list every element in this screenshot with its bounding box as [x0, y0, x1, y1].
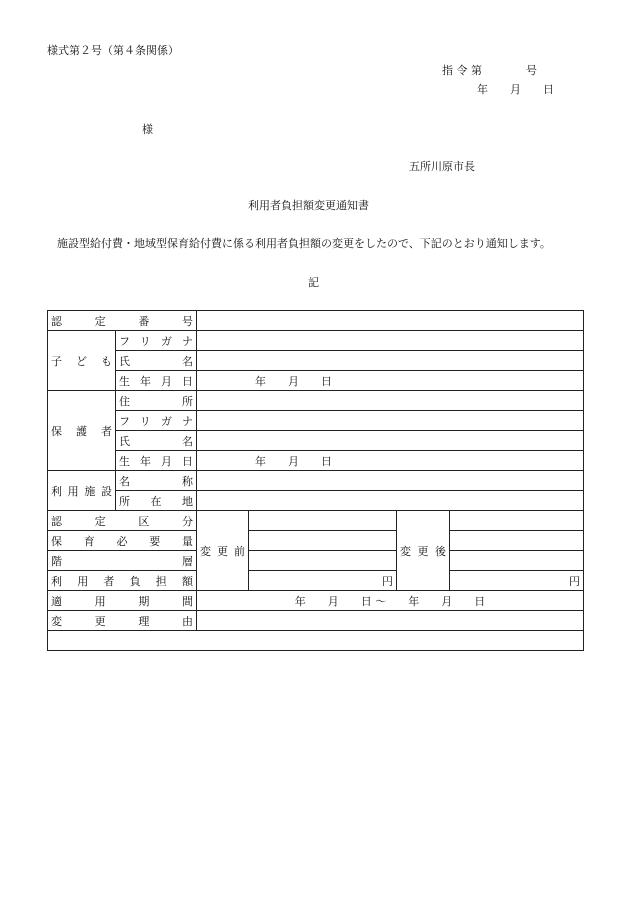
table-row — [48, 391, 584, 411]
guardian-address-label: 住所 — [116, 391, 197, 411]
before-label: 変更前 — [197, 511, 249, 591]
table-row — [48, 631, 584, 651]
table-row — [48, 371, 584, 391]
burden-label: 利用者負担額 — [48, 571, 197, 591]
child-name-field[interactable] — [197, 351, 584, 371]
after-cert-category-field[interactable] — [450, 511, 584, 531]
table-row — [48, 571, 584, 591]
child-furigana-field[interactable] — [197, 331, 584, 351]
table-row — [48, 591, 584, 611]
table-row — [48, 531, 584, 551]
table-row — [48, 411, 584, 431]
facility-location-label: 所在地 — [116, 491, 197, 511]
table-row — [48, 311, 584, 331]
before-cert-category-field[interactable] — [249, 511, 397, 531]
child-birthdate-field[interactable]: 年 月 日 — [197, 371, 584, 391]
table-row — [48, 491, 584, 511]
before-burden-field[interactable]: 円 — [249, 571, 397, 591]
issuer: 五所川原市長 — [409, 160, 475, 173]
cert-number-field[interactable] — [197, 311, 584, 331]
guardian-furigana-label: フリガナ — [116, 411, 197, 431]
notice-table — [47, 310, 584, 651]
reason-field[interactable] — [48, 631, 584, 651]
guardian-birthdate-field[interactable]: 年 月 日 — [197, 451, 584, 471]
table-row — [48, 611, 584, 631]
after-care-need-field[interactable] — [450, 531, 584, 551]
ki-label: 記 — [308, 276, 319, 289]
table-row — [48, 451, 584, 471]
child-name-label: 氏名 — [116, 351, 197, 371]
child-birthdate-label: 生年月日 — [116, 371, 197, 391]
form-number: 様式第２号（第４条関係） — [47, 44, 179, 57]
facility-name-label: 名称 — [116, 471, 197, 491]
table-row — [48, 331, 584, 351]
guardian-birthdate-label: 生年月日 — [116, 451, 197, 471]
table-row — [48, 351, 584, 371]
table-row — [48, 471, 584, 491]
care-need-label: 保育必要量 — [48, 531, 197, 551]
guardian-label: 保護者 — [48, 391, 116, 471]
tier-label: 階層 — [48, 551, 197, 571]
cert-category-label: 認定区分 — [48, 511, 197, 531]
period-field[interactable]: 年 月 日 〜 年 月 日 — [197, 591, 584, 611]
after-burden-field[interactable]: 円 — [450, 571, 584, 591]
before-tier-field[interactable] — [249, 551, 397, 571]
period-label: 適用期間 — [48, 591, 197, 611]
directive-number: 指 令 第 号 — [442, 64, 537, 77]
guardian-name-field[interactable] — [197, 431, 584, 451]
body-text: 施設型給付費・地域型保育給付費に係る利用者負担額の変更をしたので、下記のとおり通知します。 — [57, 237, 551, 250]
table-row — [48, 551, 584, 571]
reason-label: 変更理由 — [48, 611, 197, 631]
guardian-address-field[interactable] — [197, 391, 584, 411]
guardian-name-label: 氏名 — [116, 431, 197, 451]
after-label: 変更後 — [397, 511, 450, 591]
cert-number-label: 認定番号 — [48, 311, 197, 331]
issue-date: 年 月 日 — [477, 83, 554, 96]
table-row — [48, 511, 584, 531]
recipient-suffix: 様 — [142, 123, 153, 136]
facility-name-field[interactable] — [197, 471, 584, 491]
child-label: 子ども — [48, 331, 116, 391]
reason-header-cell — [197, 611, 584, 631]
before-care-need-field[interactable] — [249, 531, 397, 551]
guardian-furigana-field[interactable] — [197, 411, 584, 431]
child-furigana-label: フリガナ — [116, 331, 197, 351]
after-tier-field[interactable] — [450, 551, 584, 571]
facility-label: 利用施設 — [48, 471, 116, 511]
document-title: 利用者負担額変更通知書 — [248, 199, 369, 212]
facility-location-field[interactable] — [197, 491, 584, 511]
table-row — [48, 431, 584, 451]
